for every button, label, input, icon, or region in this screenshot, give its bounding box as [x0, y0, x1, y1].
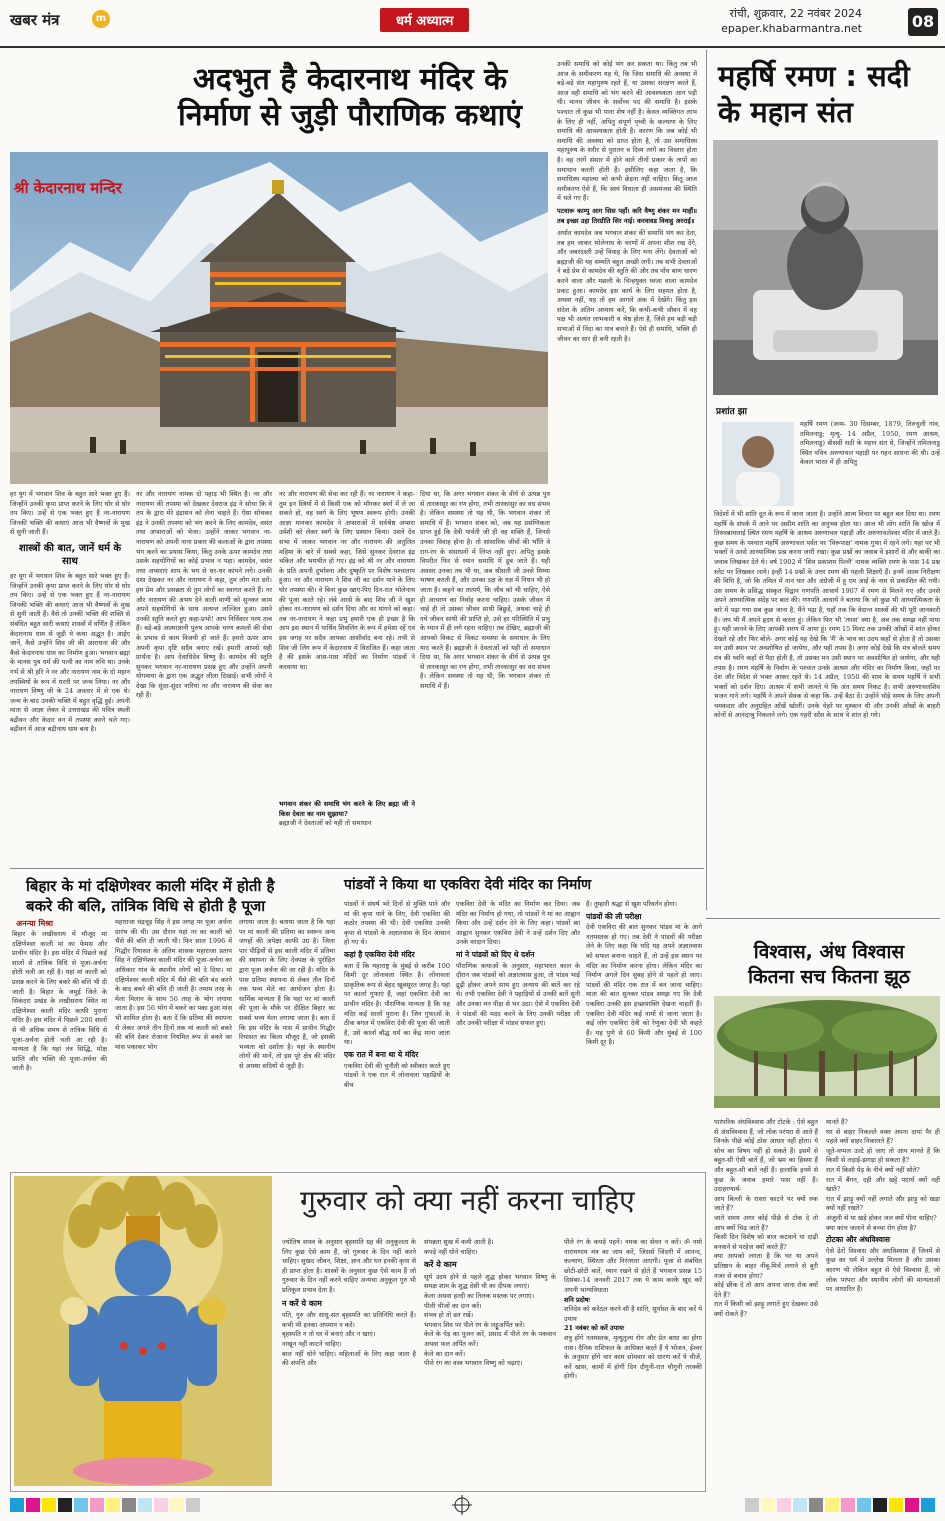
kedarnath-column-2: नर और नारायण नामक दो पहाड़ भी स्थित है। नर और नारायण की तपस्या को देखकर देवराज इंद्र ने सोचा कि वे तप के द्वारा मेरे इंद्रासन को लेना चाहते हैं। ऐसा सोचकर इंद्र ने उनकी तपस्या को भंग करने के लिए कामदेव, वसंत तथा अप्सराओं को भेजा। उन्होंने जाकर भगवान नर-नारायण को अपनी नाना प्रकार की कलाओं के द्वारा तपस्या भंग करने का प्रयास किया, किंतु उनके ऊपर कामदेव तथा उसके सहयोगियों का कोई प्रभाव न पड़ा। कामदेव, वसंत तथा अप्सराएं शाप के भय से थर-थर कांपने लगे। उनकी दशा देखकर नर और नारायण ने कहा, तुम लोग मत डरो। हम प्रेम और प्रसन्नता से तुम लोगों का स्वागत करते हैं। नर और नारायण की अभय देने वाली वाणी को सुनकर काम अपने सहयोगियों के साथ अत्यन्त लज्जित हुआ। उसने उनकी स्तुति करते हुए कहा-प्रभो! आप निर्विकार परम तत्व हैं। बड़े-बड़े आत्माज्ञानी पुरुष आपके चरण कमलों की सेवा के प्रभाव से काम विजयी हो जाते हैं। हमारे ऊपर आप अपनी कृपा दृष्टि सदैव बनाए रखें। हमारी आपसे यही प्रार्थना है। आप देवाधिदेव विष्णु हैं। कामदेव की स्तुति सुनकर भगवान नर-नारायण प्रसन्न हुए और उन्होंने अपनी योगमाया के द्वारा एक अद्भुत लीला दिखाई। सभी लोगों ने देखा कि सुंदर-सुंदर नारियां नर और नारायण की सेवा कर रही हैं।	[136, 490, 272, 700]
guruvar-column-1	[282, 1238, 416, 1486]
ekvira-column-3	[586, 900, 702, 1166]
kedarnath-column-1	[10, 490, 130, 865]
ekvira-headline: पांडवों ने किया था एकविरा देवी मंदिर का निर्माण	[344, 877, 592, 893]
kedarnath-col5-verse: पटवारू काम्पु आग सिस पहाँ। करि वैष्णु शंकर मन माहौं॥ तब इच्छा उहा तिरग्रीति सिर नाई। करवावड विवाहु अरराई॥	[557, 206, 697, 225]
kedarnath-column-4: दिया था, कि अगर भगवान शंकर के वीर्य से उत्पन्न पुत्र से तारकासुर का रण होगा, तभी तारकासुर का वध संभव है। लेकिन समस्या तो यह थी, कि भगवान शंकर तो समाधि में हैं। भगवान शंकर को, जब यह प्रसंग्निकता प्राप्त हुई कि देवी पार्वती जी ही वह शक्ति हैं, जिनसे उनका विवाह होना है। तो सांसारिक जीवों की भाँति वे राग-रंग के संसाधनों में लिप्त नहीं हुए। अपितु इसके विपरीत फिर से ध्यान समाधि में डूब जाते हैं। यही अवसर उनका तब भी था, जब श्रीसती जी उनसे मिथ्या भाषण करती हैं, और उनका दक्ष के यज्ञ में निधन भी हो जाता है। कहने का तात्पर्य, कि जीव को भी चाहिए, ऐसे ही आचरण का निर्वाह करना चाहिए। उसके जीवन में चाहे ही तो उसका जीवन साथी बिछुड़े, अथवा चाहे ही नये जीवन साथी की प्राप्ति हो, उसे हर परिस्थिति में प्रभु के ध्यान में ही लगे रहना चाहिए। तब देखिए, ब्रह्माजी की आपको विकट से विकट समस्या के समाधान के लिए याद करते हैं। ब्रह्माजी ने देवताओं को यही तो समाधान दिया था, कि अगर भगवान शंकर के वीर्य से उत्पन्न पुत्र से तारकासुर का रण होगा, तभी तारकासुर का वध संभव है। लेकिन समस्या तो यह थी, कि भगवान शंकर तो समाधि में हैं।	[420, 490, 550, 690]
vishwas-subhead: टोटका और अंधविश्वास	[826, 1235, 890, 1245]
guruvar-column-2	[424, 1238, 556, 1486]
section-tag: धर्म अध्यात्म	[380, 8, 469, 32]
vishwas-q1: आप बिल्ली के रास्ता काटने पर क्यों रुक जाते हैं?	[714, 1194, 818, 1213]
newspaper-logo[interactable]: खबर मंत्र	[10, 11, 60, 29]
guruvar-item-8: पीली चीजों का दान करें।	[424, 1301, 482, 1310]
vishwas-top-rule	[706, 918, 940, 919]
guruvar-col3-bold: शनि प्रदोषः	[564, 1295, 590, 1304]
vishwas-col1-text: पारंपरिक अंधविश्वास और टोटके : ऐसे बहुत से अंधविश्वास हैं, जो लोक परंपरा से आते हैं जिनके पीछे कोई ठोस आधार नहीं होता। ये सोच का विषय नहीं हो सकते हैं। इसमें से बहुत-सी ऐसी बातें हैं, जो भ्रम का हिस्सा हैं और बहुत-सी बातें नहीं हैं। हालांकि इनमें से कुछ के जवाब हमारे पास नहीं हैं। उदाहरणार्थ-	[714, 1118, 818, 1194]
ramana-headline-line1: महर्षि रमण : सदी	[718, 59, 910, 93]
guruvar-item-2: बृहस्पति न तो घर में बनाएं और न खाएं।	[282, 1330, 376, 1339]
guruvar-headline: गुरुवार को क्या नहीं करना चाहिए	[300, 1184, 635, 1217]
ekvira-col3-text: है। तुम्हारी श्रद्धा से खुश परिवर्तन होगा।	[586, 900, 677, 908]
guruvar-item-11: केले के पेड़ का पूजन करें, प्रसाद में पीले रंग के पकवान अथवा फल अर्पित करें।	[424, 1330, 556, 1348]
dakshineshwar-column-1: बिहार के लखीसराय में मौजूद मां दक्षिणेश्वर काली मां का फेमस और प्राचीन मंदिर है। इस मंदिर में पिछले कई सालों से तांत्रिक विधि से पूजा-अर्चना होती चली आ रही है। यहां मां काली को प्रसन्न करने के लिए बकरे की बलि भी दी जाती है। बिहार के जमुई जिले के सिकंदरा प्रखंड के लखीसराय स्थित मां दक्षिणेश्वर काली मंदिर काफी पुराना मंदिर है। इस मंदिर में पिछले 200 सालों से भी अधिक समय से तांत्रिक विधि से पूजा-अर्चना होती चली आ रही है। मान्यता है कि यहां तंत्र सिद्धि, मोक्ष प्राप्ति और भक्ति की पूजा-अर्चना की जाती है।	[12, 930, 107, 1073]
guruvar-subhead-1: न करें ये काम	[282, 1298, 322, 1308]
guruvar-item-10: भगवान शिव पर पीले रंग के लड्डूअर्पित करें।	[424, 1320, 525, 1329]
vishwas-q13: क्या कांच जलाने से बच्चा रोग होता है?	[826, 1223, 917, 1232]
vishwas-headline-line2: कितना सच कितना झूठ	[748, 966, 910, 988]
guruvar-col3-bold2: 21 नवंबर को करें उपायः	[564, 1324, 625, 1333]
dakshineshwar-column-2: महाराजा चंद्रचूड़ सिंह ने इस जगह पर पूजा अर्चना प्रारंभ की थी। उस दौरान यहां नर का काली को भैंसे की बलि दी जाती थी। फिर साल 1996 में गिद्धौर रियासत के अंतिम शासक महाराजा प्रताप सिंह ने दक्षिणेश्वर काली मंदिर की पूजा-अर्चना का अधिकार गांव के स्थानीय लोगों को दे दिया। मां दक्षिणेश्वर काली मंदिर में भैंसे की बलि बंद करने के बाद बकरे की बलि दी जाती है। तमाम तरह के मेला मिलान के साथ 56 तरह के भोग लगाया जाता है। इस 56 भोग में बकरे का पका हुआ मांस भी शामिल होता है। बता दें कि प्रतिमा की स्थापना से लेकर अगले तीन दिनों तक मां काली को बकरे की बलि देकर रोजाना नियमित रूप से बकरे का मांस पकाकर भोग	[115, 918, 232, 1051]
ramana-body: विदेशों में भी शांति दूत के रूप में जाना जाता है। उन्होंने आत्म विचार पर बहुत बल दिया था। रमण महर्षि के संपर्क में आने पर असीम शांति का अनुभव होता था। आज भी लोग शांति कि खोज में तिरुवन्नामलाई स्थित रमण महर्षि के आश्रम अरुणाचल पहाड़ी और अरुणाचलेश्वर मंदिर में जाते हैं। कुछ समय के पश्चात महर्षि अरुणाचल पर्वत पर 'विरूपाक्ष' नामक गुफा में रहने लगे। यहां पर भी भक्तों ने उनसे आध्यात्मिक प्रश्न करना जारी रखा। कुछ प्रश्नों का जवाब वे इशारों से और बाकी का जवाब लिखकर देते थे। वर्ष 1902 में 'शिव प्रकाशम पिल्लै' नामक व्यक्ति रमण के पास 14 प्रश्न स्लेट पर लिखकर लाये। इन्हीं 14 प्रश्नों के उत्तर रमण की पहली शिक्षाएँ हैं। इनमें आत्म निरीक्षण की विधि है, जो कि तमिल में नान यार और अंग्रेजी में हू एम आई के नाम से प्रकाशित की गयी। उस समय के प्रसिद्ध संस्कृत विद्वान गणपति आचार्य 1907 में रमण से मिलने गए और उनसे अपने आध्यात्मिक संदेह पर बात की। गणपति आचार्य ने बताया कि जो कुछ भी आध्यात्मिकता के बारे में पढ़ा गया सब कुछ जाना है, मैंने पढ़ा है, यहाँ तक कि वेदान्त शास्त्रों की भी पूरी जानकारी है। जप भी मैं अपने हृदय से करता हूं। लेकिन फिर भी 'तपस' क्या है, अब तक समझ नहीं पाया हूं। यही जानने के लिए आपकी शरण में आया हूं। रमण 15 मिनट तक उनकी आँखों में शांत होकर देखते रहे और फिर बोले- अगर कोई यह देखे कि 'मैं' के भाव का उदय कहाँ से होता है तो उसका मन उसी स्थान पर अवशोषित हो जायेगा, और यही तपस है। अगर कोई देखे कि मंत्र बोलते समय मंत्र की ध्वनि कहाँ से पैदा होती है, तो उसका मन उसी स्थान पर अवशोषित हो जायेगा, और यही तपस है। रमण महर्षि के निर्वाण के पश्चात उनके आश्रम और मंदिर का निर्माण किया, जहाँ पर देश और विदेश से भक्त आकर रहते थे। 14 अप्रैल, 1950 की शाम के समय महर्षि ने सभी भक्तों को दर्शन दिए। आश्रम में सभी जानते थे कि अंत समय निकट है। सभी अरुणाचलशिव भजन गाने लगे। महर्षि ने अपने सेवक से कहा कि- उन्हें बैठा दें। उन्होंने थोड़े समय के लिए अपनी चमकदार और अनुग्रहित आँखें खोलीं। उनके चेहरे पर मुस्कान थी और उनकी आँखों के बाहरी कोनों से आनंदाश्रु निकलने लगे। एक गहरी साँस के साथ वे शांत हो गये।	[714, 510, 940, 720]
kedarnath-col1b-text: हर युग में भगवान शिव के बहुत सारे भक्त हुए हैं। जिन्होंने उनकी कृपा प्राप्त करने के लिए घोर से घोर तप किए। उन्हें से एक भक्त हुए हैं नर-नारायण जिनकी भक्ति की कथाएं आज भी वैष्णवों के मुख से सुनी जाती हैं। वैसे तो उनकी भक्ति की शक्ति से संबंधित बहुत सारी कथाएं शास्त्रों में वर्णित हैं लेकिन केदारनाथ धाम से जुड़ी ये कथा अद्भुत है। आईए जानें, कैसे उन्होंने शिव जी की आराधना की और कैसे केदारनाथ धाम का निर्माण हुआ। भगवान ब्रह्मा के मानस पुत्र धर्म की पत्नी का नाम रुचि था। उनके गर्भ से श्री हरि ने नर और नारायण नाम के दो महान तपस्वियों के रूप में धरती पर जन्म लिया। नर और नारायण विष्णु जी के 24 अवतार में से एक थे। जन्म के बाद उनकी भक्ति में बहुत वृद्धि हुई। अपनी माता से आज्ञा लेकर वे उत्तराखंड की पवित्र स्थली बद्रीवन और केदार वन में तपस्या करने चले गए। बद्रीवन में आज बद्रीनाथ धाम बना है।	[10, 571, 130, 734]
dakshineshwar-column-3: लगाया जाता है। बताया जाता है कि यहां पर मां काली की प्रतिमा का स्वरूप अन्य जगहों की अपेक्षा काफी उग्र है। जिला पार पीढ़ियों से इस काली मंदिर में प्रतिमा की स्थापना के लिए देवपक्ष के पुरोहित द्वारा पूजा अर्चना की जा रही है। मंदिर के पास प्रतिमा स्थापना से लेकर तीन दिनों तक भव्य मेले का आयोजन होता है। धार्मिक मान्यता है कि यहां पर मां काली की पूजा के मौके पर दीक्षित बिहार का सबसे भव्य मेला लगाया जाता है। बता दें कि इस मंदिर के पास में प्राचीन गिद्धौर रियासत का किला मौजूद है, जो इसकी भव्यता को दर्शाता है। यहां के स्थानीय लोगों की मानें, तो इस पूरे क्षेत्र की मंदिर से आस्था सदियों से जुड़ी है।	[239, 918, 335, 1070]
kedarnath-column-3	[279, 490, 415, 865]
ramana-byline: प्रशांत झा	[716, 407, 747, 417]
column-divider	[706, 50, 707, 910]
vishwas-q7: घर से बाहर निकलते वक्त अपना दायां पैर ही पहले क्यों बाहर निकालते हैं?	[826, 1127, 940, 1146]
vishwas-q9: रात में किसी पेड़ के नीचे क्यों नहीं सोते?	[826, 1165, 920, 1174]
banyan-tree-svg	[714, 996, 940, 1108]
guruvar-item-4: बाल नहीं धोने चाहिए। महिलाओं के लिए कहा जाता है की संपत्ति और	[282, 1349, 416, 1368]
kedarnath-col3-end: ब्रह्माजी ने देवताओं को यही तो समाधान	[279, 819, 372, 828]
ekvira-subhead-1: कहां है एकविरा देवी मंदिर	[344, 949, 415, 959]
author-photo	[722, 422, 794, 506]
ekvira-subhead-2: एक रात में बना था ये मंदिर	[344, 1049, 419, 1059]
guruvar-column-3	[564, 1238, 702, 1486]
vishwas-q12: अंजुली से या खड़े होकर जल क्यों पीना चाहिए?	[826, 1213, 937, 1222]
ekvira-column-2	[456, 900, 580, 1166]
kedarnath-col3-text: नर और नारायण की सेवा कर रही हैं। नर नारायण ने कहा- तुम इन स्त्रियों में से किसी एक को माँगकर स्वर्ग में ले जा सकते हो, वह स्वर्ग के लिए भूषण स्वरूप होगी। उनकी आज्ञा मानकर कामदेव ने अप्सराओं में सर्वश्रेष्ठ अप्सरा उर्वशी को लेकर स्वर्ग के लिए प्रस्थान किया। उसने देव सभा में जाकर भगवान नर और नारायण की अतुलित महिमा के बारे में सबसे कहा, जिसे सुनकर देवराज इंद्र चकित और भयभीत हो गए। इंद्र को श्री नर और नारायण के प्रति अपनी दुर्भावना और दुष्कृति पर विशेष पश्चाताप हुआ। नर और नारायण ने शिव जी का दर्शन पाने के लिए घोर तपस्या की। वे बिना कुछ खाए-पिए दिन-रात भोलेनाथ की पूजा करते रहे। लंबे अरसे के बाद शिव जी ने खुश होकर नर-नारायण को दर्शन दिया और वर मांगने को कहा। तब नर-नारायण ने कहा प्रभु हमारी एक ही इच्छा है कि आप इस स्थान में पार्थिव शिवलिंग के रूप में हमेशा रहें एवं इस जगह पर सदैव आपका आशीर्वाद बना रहे। तभी से शिव जी लिंग रूप में केदारनाथ में विराजित हैं। कहा जाता है की इसके आस-पास मंदिरों का निर्माण पांडवों ने करवाया था।	[279, 490, 415, 671]
banyan-tree-photo	[714, 996, 940, 1108]
author-photo-svg	[722, 422, 794, 506]
vishwas-column-1	[714, 1118, 818, 1484]
ramana-headline-line2: के महान संत	[718, 95, 853, 129]
guruvar-col2-text: संपन्नता सुख में कमी आती है।	[424, 1238, 494, 1246]
guruvar-item-1: पति, गुरु और साधु-संत बृहस्पति का प्रतिनिधि करते हैं। कभी भी इनका अपमान न करें।	[282, 1311, 416, 1329]
dakshineshwar-headline-line1: बिहार के मां दक्षिणेश्वर काली मंदिर में होती है	[26, 877, 275, 895]
vishwas-column-2	[826, 1118, 940, 1484]
vishnu-illustration	[14, 1176, 272, 1486]
guruvar-subhead-2: करें ये काम	[424, 1260, 457, 1270]
guruvar-item-9: संभव हो तो व्रत रखें।	[424, 1311, 474, 1320]
vishnu-svg	[14, 1176, 272, 1486]
ekvira-col3b-text: देवी एकविरा की बात सुनकर पांडव मां के आगे नतमस्तक हो गए। तब देवी ने पांडवों की परीक्षा लेने के लिए कहा कि यदि यह अपने अज्ञातवास को सफल बनाना चाहते हैं, तो उन्हें इस स्थान पर मंदिर का निर्माण करना होगा। लेकिन मंदिर का निर्माण अगले दिन सुबह होने से पहले हो जाए। पांडवों की मंदिर एक रात में बन जाना चाहिए। माता की बात सुनकर पांडव समझ गए कि देवी एकविरा उनकी इस इच्छाशक्ति देखना चाहती हैं। एकविरा देवी मंदिर कई नामों से जाना जाता है। कई लोग एकविरा देवी को रेणुका देवी भी कहते हैं। यह पुणे से 60 किमी और मुंबई से 100 किमी दूर है।	[586, 923, 702, 1047]
kedarnath-column-5	[557, 60, 697, 865]
vishwas-q2: जाते समय अगर कोई पीछे से टोक दे तो आप क्यों चिढ़ जाते हैं?	[714, 1213, 818, 1232]
epaper-url[interactable]: epaper.khabarmantra.net	[721, 22, 862, 35]
ramana-headline	[718, 58, 940, 130]
section-divider	[10, 868, 704, 869]
kedarnath-col1-text: हर युग में भगवान शिव के बहुत सारे भक्त हुए हैं। जिन्होंने उनकी कृपा प्राप्त करने के लिए घोर से घोर तप किए। उन्हें से एक भक्त हुए हैं नर-नारायण जिनकी भक्ति की कथाएं आज भी वैष्णवों के मुख से सुनी जाती हैं।	[10, 490, 130, 537]
guruvar-item-5: कपड़े नहीं धोने चाहिए।	[424, 1247, 478, 1256]
ekvira-col2-text: एकविरा देवी के मंदिर का निर्माण कर दिया। जब मंदिर का निर्माण हो गया, तो पांडवों ने मां का आह्वान किया और उन्हें दर्शन देने के लिए कहा। पांडवों का आह्वान सुनकर एकविरा देवी ने उन्हें दर्शन दिए और उनके वरदान दिया।	[456, 900, 580, 947]
ekvira-subhead-4: पांडवों की ली परीक्षा	[586, 911, 642, 921]
ramana-intro: महर्षि रमण (जन्म- 30 दिसम्बर, 1879, तिरुचुली गांव, तमिलनाडु; मृत्यु- 14 अप्रैल, 1950, रमण आश्रम, तमिलनाडु) बीसवीं सदी के महान संत थे, जिन्होंने तमिलनाडु स्थित पवित्र अरुणाचल पहाड़ी पर गहन साधना की थी। उन्हें केवल भारत में ही अपितु	[800, 420, 940, 467]
kedarnath-col3-bold: भगवान शंकर की समाधि भंग करने के लिए ब्रह्मा जी ने किस देवता का नाम सुझाया?	[279, 800, 415, 818]
guruvar-item-3: नाखून नहीं काटने चाहिए।	[282, 1339, 342, 1348]
kedarnath-col5-end: अर्थात कामदेव जब भगवान शंकर की समाधि भंग कर देता, तब हम जाकर भोलेनाथ के चरणों में अपना शीश रख देंगे, और जबरदस्ती उन्हें विवाह के लिए मना लेंगे। देवताओं को ब्रह्माजी की यह सम्मति बहुत अच्छी लगी। तब सभी देवताओं ने बड़े प्रेम से कामदेव की स्तुति की और तब पाँच बाण धारण करने वाला और मछली के चिन्हयुक्त ध्वजा वाला कामदेव प्रकट हुआ। कामदेव इस कार्य के लिए सहमत होता है, अथवा नहीं, यह तो हम आगले अंक में देखेंगे। किंतु इस संदेश के अंतिम अध्याय करें, कि कभी-कभी जीवन में वह पक्ष भी अत्यंत लाभकारी व श्रेष्ठ होता है, जिसे हम बड़ी बड़ी सभाओं में निंदा का पात्र बनाते हैं। ऐसे ही समाधि, भक्ति ही जीवन का सार ही बनी रहती है।	[557, 229, 697, 343]
guruvar-col3c-text: शत्रु होंगे नतमस्तक, मृत्युतुल्य रोग और प्रेत बाधा का होगा नाश। दैनिक राशिफल के आधिक्त करते हैं ये भोजन, ईश्वर के अनुसार होंगे चार काम सोमवार को धारण करें ये चीजें, करें खास, कामों में होगी दिन दौगुनी-रात चौगुनी तरक्की होगी।	[564, 1333, 702, 1381]
page-number: 08	[908, 8, 938, 36]
ekvira-col1-text: पांडवों ने संघर्ष भरे दिनों से मुक्ति पाने और मां की कृपा पाने के लिए, देवी एकविरा की कठोर तपस्या की थी। देवी एकविरा उनकी कृपा से पांडवों के अज्ञातवास के दिन आसान हो गए थे।	[344, 900, 450, 947]
dateline	[712, 6, 862, 36]
vishwas-q4: क्या आपको लगता है कि घर या अपने प्रतिष्ठान के बाहर नींबू-मिर्च लगाने से बुरी नजर से बचाव होगा?	[714, 1252, 818, 1280]
ekvira-subhead-3: मां ने पांडवों को दिए थे दर्शन	[456, 949, 535, 959]
kedarnath-subhead: शास्त्रों की बात, जानें धर्म के साथ	[18, 542, 122, 567]
vishwas-q6: रात में किसी को झाड़ू लगाते हुए देखकर उसे क्यों रोकते हैं?	[714, 1300, 818, 1318]
print-registration-bar	[0, 1492, 945, 1517]
dakshineshwar-headline	[26, 876, 338, 916]
registration-marks-svg	[0, 1492, 945, 1517]
vishwas-q5: कोई छींक दे तो आप अपना जाना रोक क्यों देते हैं?	[714, 1281, 818, 1299]
ekvira-col1b-text: बता दें कि महाराष्ट्र के मुंबई से करीब 100 किमी दूर लोनावला स्थित है। लोनावला प्राकृतिक रूप से बेहद खूबसूरत जगह है। यहां पर कार्ला गुफाएं हैं, जहां एकविरा देवी का प्राचीन मंदिर है। पौराणिक मान्यता है कि यह मंदिर कई सालों पुराना है। जिन गुफाओं के ठीक बगल में एकविरा देवी की पूजा की जाती है, उसे कार्ला बौद्ध धर्म का केंद्र माना जाता था।	[344, 961, 450, 1047]
ramana-photo	[713, 140, 938, 395]
ekvira-col1c-text: एकविरा देवी की चुनौती को स्वीकार करते हुए पांडवों ने एक रात में लोनावला पहाड़ियों के बीच	[344, 1061, 450, 1089]
vishwas-headline	[724, 940, 934, 990]
guruvar-item-13: पीले रंग का वस्त्र भगवान विष्णु को चढ़ाएं।	[424, 1359, 523, 1368]
guruvar-col3-text: पीले रंग के कपड़े पहनें। नमक का सेवन न करें। ॐ नमो नारायणाय मंत्र का जाप करें, जिससे जिंदगी में आनन्द, कल्याण, स्थिरता और निरंतरता आएगी। पूजा से संबंधित छोटी-छोटी बातें, ध्यान रखने से होते हैं भगवान प्रसन्न 15 दिसंबर-14 जनवरी 2017 तक ये काम करके खुद करें अपनी भाग्यविधाता	[564, 1238, 702, 1294]
logo-badge-icon: m	[92, 10, 110, 28]
kedarnath-headline-line1: अदभुत है केदारनाथ मंदिर के	[192, 62, 508, 97]
dakshineshwar-byline: अनन्या मिश्रा	[16, 919, 54, 928]
guruvar-item-7: केला अथवा हल्दी का तिलक मस्तक पर लगाएं।	[424, 1291, 535, 1300]
ekvira-col2b-text: पौराणिक कथाओं के अनुसार, महाभारत काल के दौरान जब पांडवों को अज्ञातवास हुआ, तो पांडव भाई द्रुढ़ी होकर अपने साथ हुए अन्याय की बातें कर रहे थे। तभी एकविरा देवी ने पहाड़ियों से उनकी बातें सुनी और उनका मन पीड़ा से भर उठा। ऐसे में एकविरा देवी ने पांडवों की मदद करने के लिए उनकी परीक्षा ली और उनकी परीक्षा में पांडव सफल हुए।	[456, 961, 580, 1028]
guruvar-item-12: केले का दान करें।	[424, 1349, 466, 1358]
guruvar-col3b-text: शनिदेव को करेंठल करने सौ है शांति, सूर्यास्त के बाद करें ये उपाय	[564, 1305, 702, 1323]
vishwas-headline-line1: विश्वास, अंध विश्वास	[753, 941, 905, 963]
kedarnath-col5-text: उनकी समाधि को कोई भंग कर सकता था। किंतु तब भी आज के समीकरण यह थे, कि जिस समाधि की अवस्था में बड़े-बड़े संत महापुरुष रहते हैं, या उसका संरक्षण करते हैं, आज वही समाधि को भंग करने की आवश्यकता आन पड़ी थी। मानव जीवन के सर्वोच्च पद की समाधि है। इसके पश्चात तो कुछ भी पाना शेष नहीं है। केवल व्यक्तिगत लाभ के लिए ही नहीं, अपितु संपूर्ण पृथ्वी के कल्याण के लिए समाधि की आवश्यकता होती है। कारण कि जब कोई भी समाधि की अवस्था को प्राप्त होता है, तो उस समाधिस्थ महापुरुष के शरीर से पुरातन व दिव्य तरंगें का विस्तार होता है। वह तरंगें संसार में होने वाले तीनों प्रकार के तापों का समाधान करती होती हैं। इसीलिए कहा जाता है, कि समाधिस्थ महात्मा को कभी छेड़ना नहीं चाहिए। किंतु आज समीकरण ऐसे हैं, कि स्वयं विधाता ही असमंजस की स्थिति में चले गए हैं।	[557, 60, 697, 203]
vishwas-q3: किसी दिन विशेष को बाल कटवाने या दाढ़ी बनवाने से परहेज क्यों करते हैं?	[714, 1233, 818, 1251]
vishwas-q11: रात में झाड़ू क्यों नहीं लगाते और झाड़ू को खड़ा क्यों नहीं रखते?	[826, 1194, 940, 1213]
ekvira-column-1	[344, 900, 450, 1166]
guruvar-col1-text: ज्योतिष शास्त्र के अनुसार बृहस्पति ग्रह की अनुकूलता के लिए कुछ ऐसे काम हैं, जो गुरुवार के दिन नहीं करने चाहिए। सुखद जीवन, शिक्षा, ज्ञान और धन इनकी कृपा से ही प्राप्त होता है। शास्त्रों के अनुसार कुछ ऐसे काम हैं जो गुरुवार के दिन नहीं करने चाहिए अन्यथा अनुकूल गुरु भी प्रतिकूल प्रभाव देता है।	[282, 1238, 416, 1294]
vishwas-q10: रात में बैंगन, दही और खट्टे पदार्थ क्यों नहीं खाते?	[826, 1175, 940, 1194]
kedarnath-temple-photo	[10, 152, 548, 484]
guruvar-item-6: सूर्य उदय होने से पहले शुद्ध होकर भगवान विष्णु के समक्ष शाम के शुद्ध देसी घी का दीपक लगाएं।	[424, 1272, 556, 1291]
vishwas-col2-intro: मानते हैं?	[826, 1118, 848, 1126]
temple-photo-svg	[10, 152, 548, 484]
kedarnath-headline-line2: निर्माण से जुड़ी पौराणिक कथाएं	[178, 98, 522, 133]
vishwas-q8: जूते-चप्पल उल्टे हो जाए तो आप मानते हैं कि किसी से लड़ाई-झगड़ा हो सकता है?	[826, 1146, 940, 1165]
ramana-photo-svg	[713, 140, 938, 395]
date-text: रांची, शुक्रवार, 22 नवंबर 2024	[729, 7, 862, 20]
photo-caption: श्री केदारनाथ मन्दिर	[14, 179, 122, 197]
dakshineshwar-headline-line2: बकरे की बलि, तांत्रिक विधि से होती है पूजा	[26, 897, 266, 915]
vishwas-col2-end: ऐसे ढेरों विश्वास और अंधविश्वास हैं जिनमें से कुछ का धर्म में उल्लेख मिलता है और उसका कारण भी लेकिन बहुत से ऐसे विश्वास हैं, जो लोक परंपरा और स्थानीय लोगों की मान्यताओं पर आधारित हैं।	[826, 1246, 940, 1294]
